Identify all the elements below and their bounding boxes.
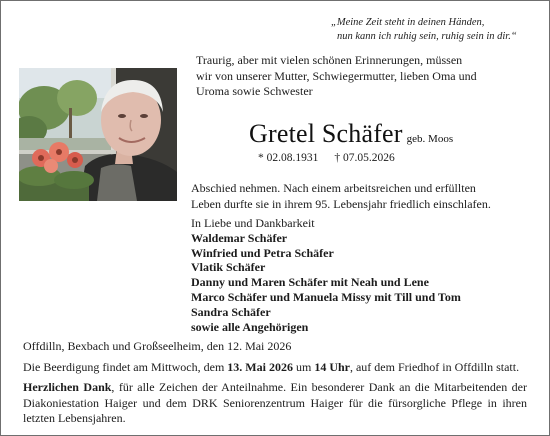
intro-line-1: Traurig, aber mit vielen schönen Erinnerungen, müssen: [196, 53, 463, 67]
mourner-name: Winfried und Petra Schäfer: [191, 245, 334, 260]
thanks-heading: Herzlichen Dank: [23, 380, 112, 394]
funeral-text-mid: um: [292, 360, 315, 374]
quote-line-1: „Meine Zeit steht in deinen Händen,: [331, 17, 485, 28]
farewell-text: [191, 181, 536, 212]
birth-name: geb. Moos: [406, 133, 454, 145]
funeral-text-post: , auf dem Friedhof in Offdilln statt.: [349, 360, 520, 374]
life-dates: [258, 152, 395, 164]
mourner-name: Danny und Maren Schäfer mit Neah und Lene: [191, 275, 429, 290]
quote-line-2: nun kann ich ruhig sein, ruhig sein in dir.“: [337, 31, 517, 42]
deceased-name: Gretel Schäfer: [249, 119, 403, 148]
funeral-date: 13. Mai 2026: [227, 360, 293, 374]
farewell-line-2: Leben durfte sie in ihrem 95. Lebensjahr friedlich einschlafen.: [191, 196, 491, 211]
mourner-name: Waldemar Schäfer: [191, 230, 288, 245]
deceased-name-line: [249, 119, 453, 149]
mourners-heading: In Liebe und Dankbarkeit: [191, 216, 315, 230]
bible-quote: [331, 16, 541, 44]
thanks-notice: [23, 380, 527, 427]
funeral-text-pre: Die Beerdigung findet am Mittwoch, dem: [23, 360, 228, 374]
farewell-line-1: Abschied nehmen. Nach einem arbeitsreichen und erfüllten: [191, 181, 476, 195]
death-date: † 07.05.2026: [334, 152, 395, 164]
mourners-list: [191, 216, 536, 334]
mourner-name: Vlatik Schäfer: [191, 260, 266, 275]
intro-line-2: wir von unserer Mutter, Schwiegermutter, lieben Oma und: [196, 68, 477, 83]
intro-text: [196, 53, 536, 100]
portrait-photo: [19, 68, 177, 201]
mourner-name: Sandra Schäfer: [191, 304, 271, 319]
thanks-text: , für alle Zeichen der Anteilnahme. Ein besonderer Dank an die Mitarbeitenden der Diakoniestation Haiger und dem DRK Seniorenzentrum Haiger für die fürsorgliche Pflege in ihren letzten Lebensjahren.: [23, 380, 527, 425]
mourner-name: sowie alle Angehörigen: [191, 319, 309, 334]
funeral-time: 14 Uhr: [314, 360, 350, 374]
portrait-image: [19, 68, 177, 201]
birth-date: * 02.08.1931: [258, 152, 319, 164]
place-and-date: Offdilln, Bexbach und Großseelheim, den 12. Mai 2026: [23, 339, 292, 353]
mourner-name: Marco Schäfer und Manuela Missy mit Till und Tom: [191, 289, 461, 304]
funeral-notice: [23, 360, 519, 375]
intro-line-3: Uroma sowie Schwester: [196, 84, 313, 98]
